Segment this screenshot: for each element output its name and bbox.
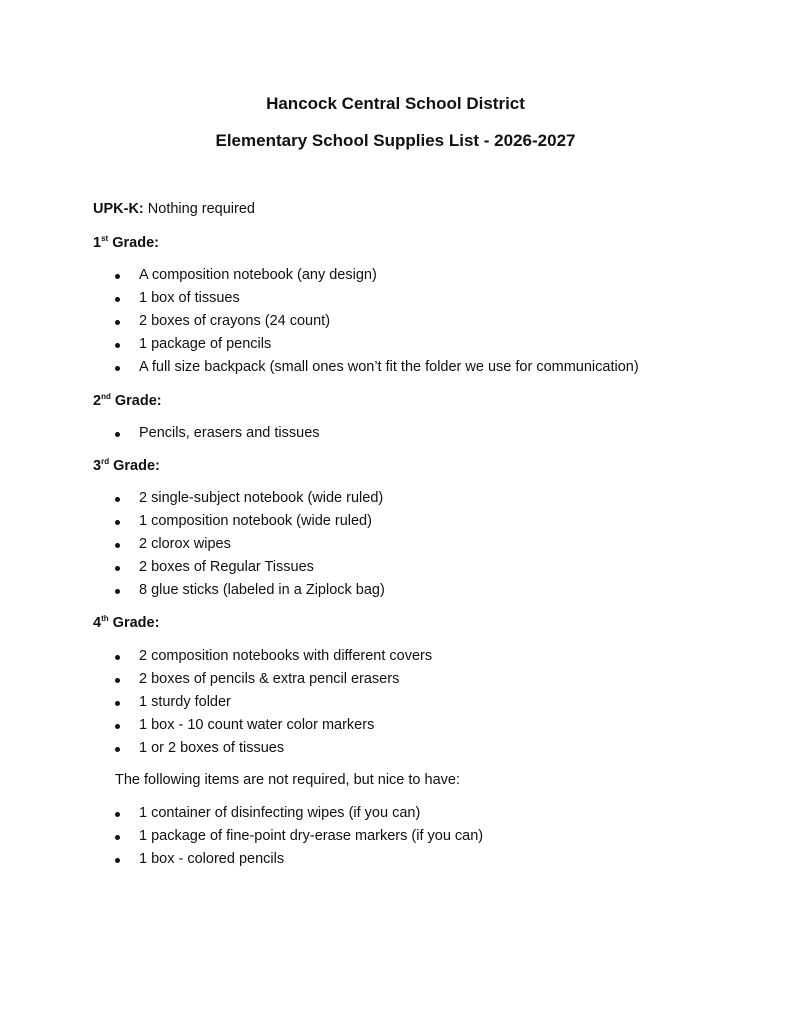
bullet-icon — [115, 297, 120, 302]
grade-4-item: 1 or 2 boxes of tissues — [139, 740, 285, 756]
grade-4-heading: 4th Grade: — [93, 614, 160, 631]
grade-1-item: 1 package of pencils — [139, 336, 272, 352]
bullet-icon — [115, 497, 120, 502]
optional-note: The following items are not required, but nice to have: — [115, 772, 460, 788]
bullet-icon — [115, 432, 120, 437]
grade-1-item: 1 box of tissues — [139, 290, 240, 306]
bullet-icon — [115, 724, 120, 729]
grade-3-item: 2 boxes of Regular Tissues — [139, 559, 314, 575]
upk-line — [93, 201, 255, 217]
bullet-icon — [115, 343, 120, 348]
bullet-icon — [115, 747, 120, 752]
grade-4-item: 2 boxes of pencils & extra pencil erasers — [139, 671, 400, 687]
grade-4-item: 2 composition notebooks with different covers — [139, 648, 433, 664]
bullet-icon — [115, 366, 120, 371]
bullet-icon — [115, 701, 120, 706]
optional-item: 1 container of disinfecting wipes (if you can) — [139, 805, 421, 821]
grade-1-heading: 1st Grade: — [93, 234, 159, 251]
grade-2-item: Pencils, erasers and tissues — [139, 425, 320, 441]
grade-3-heading: 3rd Grade: — [93, 457, 160, 474]
grade-4-item: 1 box - 10 count water color markers — [139, 717, 375, 733]
document-subtitle: Elementary School Supplies List - 2026-2027 — [215, 131, 576, 150]
optional-item: 1 package of fine-point dry-erase markers (if you can) — [139, 828, 484, 844]
grade-1-item: A composition notebook (any design) — [139, 267, 377, 283]
bullet-icon — [115, 812, 120, 817]
bullet-icon — [115, 543, 120, 548]
upk-label: UPK-K: — [93, 201, 144, 217]
bullet-icon — [115, 589, 120, 594]
grade-3-item: 2 clorox wipes — [139, 536, 231, 552]
bullet-icon — [115, 835, 120, 840]
bullet-icon — [115, 566, 120, 571]
upk-text: Nothing required — [147, 201, 255, 217]
bullet-icon — [115, 858, 120, 863]
bullet-icon — [115, 655, 120, 660]
grade-3-item: 2 single-subject notebook (wide ruled) — [139, 490, 384, 506]
bullet-icon — [115, 320, 120, 325]
grade-3-item: 1 composition notebook (wide ruled) — [139, 513, 372, 529]
bullet-icon — [115, 520, 120, 525]
optional-item: 1 box - colored pencils — [139, 851, 285, 867]
grade-1-item: A full size backpack (small ones won’t fit the folder we use for communication) — [139, 359, 639, 375]
document-title: Hancock Central School District — [266, 94, 525, 113]
bullet-icon — [115, 678, 120, 683]
grade-3-item: 8 glue sticks (labeled in a Ziplock bag) — [139, 582, 385, 598]
grade-2-heading: 2nd Grade: — [93, 392, 162, 409]
grade-4-item: 1 sturdy folder — [139, 694, 231, 710]
bullet-icon — [115, 274, 120, 279]
grade-1-item: 2 boxes of crayons (24 count) — [139, 313, 331, 329]
